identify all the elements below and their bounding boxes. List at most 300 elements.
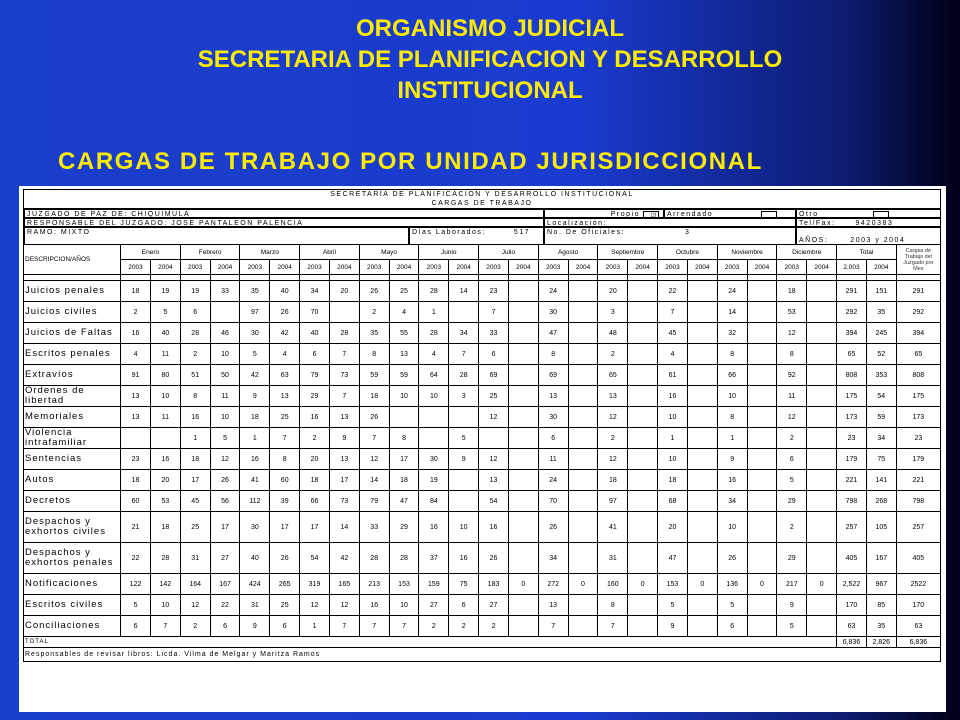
cell (687, 449, 717, 470)
cell: 56 (210, 491, 240, 512)
cell: 60 (270, 470, 300, 491)
cell: 2,522 (837, 574, 867, 595)
table-row (24, 449, 941, 470)
cell: 23 (121, 449, 151, 470)
cell: 12 (598, 449, 628, 470)
cell: 160 (598, 574, 628, 595)
cell (628, 595, 658, 616)
cell: 808 (837, 365, 867, 386)
cell: 75 (866, 449, 896, 470)
propio-label: Propio (610, 211, 640, 217)
cell: 7 (329, 344, 359, 365)
cell: 42 (240, 365, 270, 386)
cell: 153 (389, 574, 419, 595)
cell: 6 (449, 595, 479, 616)
sheet-grid (23, 189, 941, 662)
cell: 11 (210, 386, 240, 407)
cell: 42 (329, 543, 359, 574)
cell: 59 (866, 407, 896, 428)
cell: 28 (180, 323, 210, 344)
cell (329, 302, 359, 323)
cell: 70 (538, 491, 568, 512)
cell: 54 (866, 386, 896, 407)
cell: 40 (240, 543, 270, 574)
cell: 10 (150, 386, 180, 407)
cell: 31 (240, 595, 270, 616)
cell: 45 (180, 491, 210, 512)
cell: 13 (329, 449, 359, 470)
carga-cell: 257 (896, 512, 940, 543)
cell: 291 (837, 281, 867, 302)
cell: 26 (270, 302, 300, 323)
desc-header: DESCRIPCION/AÑOS (24, 245, 121, 275)
cell (508, 344, 538, 365)
cell: 26 (359, 281, 389, 302)
table-row (24, 595, 941, 616)
cell: 33 (210, 281, 240, 302)
carga-cell: 291 (896, 281, 940, 302)
carga-cell: 173 (896, 407, 940, 428)
cell: 5 (658, 595, 688, 616)
cell (687, 302, 717, 323)
cell: 0 (807, 574, 837, 595)
cell: 31 (180, 543, 210, 574)
cell: 97 (240, 302, 270, 323)
table-row (24, 428, 941, 449)
cell: 151 (866, 281, 896, 302)
table-row (24, 616, 941, 637)
cell (628, 428, 658, 449)
cell: 16 (300, 407, 330, 428)
telfax-value: 9420383 (855, 220, 894, 226)
cell: 5 (777, 616, 807, 637)
cell (628, 407, 658, 428)
cell: 73 (329, 491, 359, 512)
cell: 18 (121, 281, 151, 302)
table-row (24, 323, 941, 344)
row-label: Juicios de Faltas (24, 323, 121, 344)
cell (807, 344, 837, 365)
cell: 47 (658, 543, 688, 574)
cell: 47 (538, 323, 568, 344)
cell (568, 543, 598, 574)
cell (687, 616, 717, 637)
cell: 1 (300, 616, 330, 637)
cell: 14 (717, 302, 747, 323)
cell: 26 (538, 512, 568, 543)
cell: 8 (777, 344, 807, 365)
cell: 32 (717, 323, 747, 344)
cell: 17 (300, 512, 330, 543)
year-header: 2004 (210, 260, 240, 275)
cell: 80 (150, 365, 180, 386)
cell (628, 323, 658, 344)
cell: 50 (210, 365, 240, 386)
cell: 20 (658, 512, 688, 543)
dias-label: Días Laborados: (412, 229, 486, 236)
table-row (24, 302, 941, 323)
cell: 2 (359, 302, 389, 323)
cell: 10 (210, 407, 240, 428)
cell: 3 (449, 386, 479, 407)
cell (747, 407, 777, 428)
cell (807, 407, 837, 428)
cell: 2 (180, 344, 210, 365)
year-header: 2004 (449, 260, 479, 275)
cell: 6 (479, 344, 509, 365)
cell: 12 (180, 595, 210, 616)
oficiales-value: 3 (685, 229, 691, 236)
cell (807, 323, 837, 344)
cell: 40 (300, 323, 330, 344)
cell (508, 323, 538, 344)
cell: 37 (419, 543, 449, 574)
otro-checkbox[interactable] (873, 211, 889, 217)
cell: 24 (538, 470, 568, 491)
cell: 13 (538, 386, 568, 407)
cell: 63 (837, 616, 867, 637)
table-row (24, 365, 941, 386)
cell (807, 365, 837, 386)
cell: 7 (479, 302, 509, 323)
cell (568, 281, 598, 302)
cell: 24 (538, 281, 568, 302)
cell: 217 (777, 574, 807, 595)
cell (568, 323, 598, 344)
cell: 12 (479, 449, 509, 470)
cell: 16 (180, 407, 210, 428)
cell: 17 (270, 512, 300, 543)
cell: 353 (866, 365, 896, 386)
cell (807, 449, 837, 470)
cell: 7 (329, 386, 359, 407)
carga-cell: 798 (896, 491, 940, 512)
cell: 6 (538, 428, 568, 449)
year-header: 2003 (121, 260, 151, 275)
year-header: 2004 (747, 260, 777, 275)
cell: 48 (598, 323, 628, 344)
year-header: 2003 (240, 260, 270, 275)
total-row (24, 637, 941, 648)
cell: 26 (359, 407, 389, 428)
cell: 17 (210, 512, 240, 543)
cell: 17 (180, 470, 210, 491)
cell: 26 (210, 470, 240, 491)
cell: 22 (658, 281, 688, 302)
cell: 16 (419, 512, 449, 543)
cell (747, 344, 777, 365)
cell: 55 (389, 323, 419, 344)
carga-cell: 175 (896, 386, 940, 407)
cell: 7 (658, 302, 688, 323)
juzgado-row (23, 208, 941, 217)
cargas-header: Cargas de Trabajo del Juzgado por Mes (896, 245, 940, 275)
anios-label: AÑOS: (799, 237, 829, 244)
cell: 4 (419, 344, 449, 365)
sheet-header-1: SECRETARÍA DE PLANIFICACIÓN Y DESARROLLO INSTITUCIONAL (23, 189, 941, 199)
cell: 257 (837, 512, 867, 543)
cell: 29 (389, 512, 419, 543)
cell: 19 (419, 470, 449, 491)
cell: 29 (777, 543, 807, 574)
cell: 42 (270, 323, 300, 344)
cell: 34 (717, 491, 747, 512)
cell: 25 (270, 407, 300, 428)
cell: 30 (419, 449, 449, 470)
cell: 6 (300, 344, 330, 365)
row-label: Conciliaciones (24, 616, 121, 637)
row-label: Escritos civiles (24, 595, 121, 616)
cell: 21 (121, 512, 151, 543)
cell: 14 (359, 470, 389, 491)
total-year-header: 2004 (866, 260, 896, 275)
cell: 17 (389, 449, 419, 470)
cell: 13 (479, 470, 509, 491)
cell: 23 (837, 428, 867, 449)
carga-cell: 394 (896, 323, 940, 344)
cell (687, 407, 717, 428)
cell: 65 (837, 344, 867, 365)
cell: 0 (747, 574, 777, 595)
cell: 10 (210, 344, 240, 365)
cell: 319 (300, 574, 330, 595)
cell: 10 (419, 386, 449, 407)
cell: 14 (449, 281, 479, 302)
cell (568, 449, 598, 470)
cell: 25 (270, 595, 300, 616)
cell (568, 616, 598, 637)
cell: 265 (270, 574, 300, 595)
cell (568, 470, 598, 491)
cell: 1 (658, 428, 688, 449)
cell: 292 (837, 302, 867, 323)
cell (568, 302, 598, 323)
year-header: 2004 (508, 260, 538, 275)
cell: 70 (300, 302, 330, 323)
cell: 24 (717, 281, 747, 302)
cell (508, 449, 538, 470)
carga-cell: 179 (896, 449, 940, 470)
cell (747, 543, 777, 574)
cell (628, 386, 658, 407)
cell (568, 365, 598, 386)
cell: 6 (180, 302, 210, 323)
cell: 73 (329, 365, 359, 386)
arrendado-checkbox[interactable] (761, 211, 777, 217)
cell: 0 (568, 574, 598, 595)
cell: 405 (837, 543, 867, 574)
cell: 19 (150, 281, 180, 302)
cell: 29 (300, 386, 330, 407)
year-header: 2003 (658, 260, 688, 275)
month-header: Diciembre (777, 245, 837, 260)
cell: 69 (479, 365, 509, 386)
cell (687, 344, 717, 365)
cell: 35 (359, 323, 389, 344)
cell: 25 (389, 281, 419, 302)
propio-checkbox[interactable]: ☑ (643, 211, 659, 217)
cell: 141 (866, 470, 896, 491)
cell: 84 (419, 491, 449, 512)
cell: 272 (538, 574, 568, 595)
cell (687, 281, 717, 302)
row-label: Juicios civiles (24, 302, 121, 323)
cell: 23 (479, 281, 509, 302)
cell: 7 (389, 616, 419, 637)
year-header: 2003 (180, 260, 210, 275)
cell: 30 (538, 407, 568, 428)
month-header: Septiembre (598, 245, 658, 260)
cell: 51 (180, 365, 210, 386)
cell: 85 (866, 595, 896, 616)
cell: 13 (121, 386, 151, 407)
cell: 92 (777, 365, 807, 386)
total-year-header: 2,003 (837, 260, 867, 275)
cell: 8 (717, 407, 747, 428)
ramo-row (23, 226, 941, 244)
cell: 9 (777, 595, 807, 616)
cell (687, 365, 717, 386)
cell (508, 302, 538, 323)
year-header: 2003 (419, 260, 449, 275)
row-label: Autos (24, 470, 121, 491)
cell: 245 (866, 323, 896, 344)
carga-cell: 63 (896, 616, 940, 637)
cell: 2 (121, 302, 151, 323)
cell: 7 (329, 616, 359, 637)
cell: 18 (150, 512, 180, 543)
cell: 25 (479, 386, 509, 407)
cell (508, 365, 538, 386)
cell: 7 (598, 616, 628, 637)
row-label: Notificaciones (24, 574, 121, 595)
carga-cell: 405 (896, 543, 940, 574)
cell (747, 386, 777, 407)
cell: 5 (150, 302, 180, 323)
dias-value: 517 (513, 229, 531, 236)
cell: 46 (210, 323, 240, 344)
oficiales-label: No. De Oficiales: (547, 229, 626, 236)
cell: 27 (479, 595, 509, 616)
cell: 394 (837, 323, 867, 344)
cell: 5 (449, 428, 479, 449)
cell: 5 (717, 595, 747, 616)
table-row (24, 281, 941, 302)
cell: 79 (359, 491, 389, 512)
cell (747, 449, 777, 470)
cell: 16 (449, 543, 479, 574)
cell: 173 (837, 407, 867, 428)
cell: 25 (180, 512, 210, 543)
cell: 5 (210, 428, 240, 449)
total-label: TOTAL (24, 637, 837, 648)
cell: 8 (598, 595, 628, 616)
cell: 28 (359, 543, 389, 574)
responsable-row (23, 217, 941, 226)
cell: 122 (121, 574, 151, 595)
cell: 9 (717, 449, 747, 470)
cell (747, 323, 777, 344)
cell: 97 (598, 491, 628, 512)
carga-cell: 292 (896, 302, 940, 323)
cell (508, 407, 538, 428)
cell: 18 (121, 470, 151, 491)
cell: 54 (300, 543, 330, 574)
cell: 28 (419, 281, 449, 302)
cell: 6 (270, 616, 300, 637)
cell: 13 (329, 407, 359, 428)
cell (568, 407, 598, 428)
cell (687, 470, 717, 491)
anios-value: 2003 y 2004 (850, 237, 906, 244)
workload-sheet (19, 186, 946, 712)
cell (628, 365, 658, 386)
cell: 112 (240, 491, 270, 512)
cell (807, 491, 837, 512)
cell: 28 (150, 543, 180, 574)
row-label: Violencia intrafamiliar (24, 428, 121, 449)
cell: 10 (717, 512, 747, 543)
cell: 75 (449, 574, 479, 595)
cell: 1 (419, 302, 449, 323)
month-header: Junio (419, 245, 479, 260)
cell (419, 428, 449, 449)
cell: 12 (479, 407, 509, 428)
cell: 30 (538, 302, 568, 323)
row-label: Memoriales (24, 407, 121, 428)
row-label: Despachos y exhortos civiles (24, 512, 121, 543)
month-header: Julio (479, 245, 539, 260)
cell: 10 (389, 386, 419, 407)
cell: 0 (508, 574, 538, 595)
cell (568, 512, 598, 543)
year-header: 2003 (479, 260, 509, 275)
cell (508, 512, 538, 543)
otro-field (796, 209, 940, 217)
cell (568, 491, 598, 512)
cell: 7 (359, 616, 389, 637)
cell: 175 (837, 386, 867, 407)
cell: 167 (210, 574, 240, 595)
cell (628, 491, 658, 512)
cell: 6 (210, 616, 240, 637)
cell: 34 (866, 428, 896, 449)
cell: 27 (419, 595, 449, 616)
cell: 2 (479, 616, 509, 637)
cell: 2 (419, 616, 449, 637)
cell: 10 (658, 407, 688, 428)
cell: 967 (866, 574, 896, 595)
cell: 59 (389, 365, 419, 386)
carga-cell: 170 (896, 595, 940, 616)
cell: 79 (300, 365, 330, 386)
cell (687, 386, 717, 407)
cell: 105 (866, 512, 896, 543)
cell (628, 616, 658, 637)
cell: 167 (866, 543, 896, 574)
cell: 1 (180, 428, 210, 449)
propio-field (544, 209, 664, 217)
cell (628, 543, 658, 574)
cell (747, 302, 777, 323)
cell: 16 (717, 470, 747, 491)
cell (121, 428, 151, 449)
cell: 35 (866, 616, 896, 637)
cell: 9 (240, 386, 270, 407)
cell: 69 (538, 365, 568, 386)
localizacion: Localización: (544, 218, 796, 226)
otro-label: Otro (799, 211, 819, 217)
